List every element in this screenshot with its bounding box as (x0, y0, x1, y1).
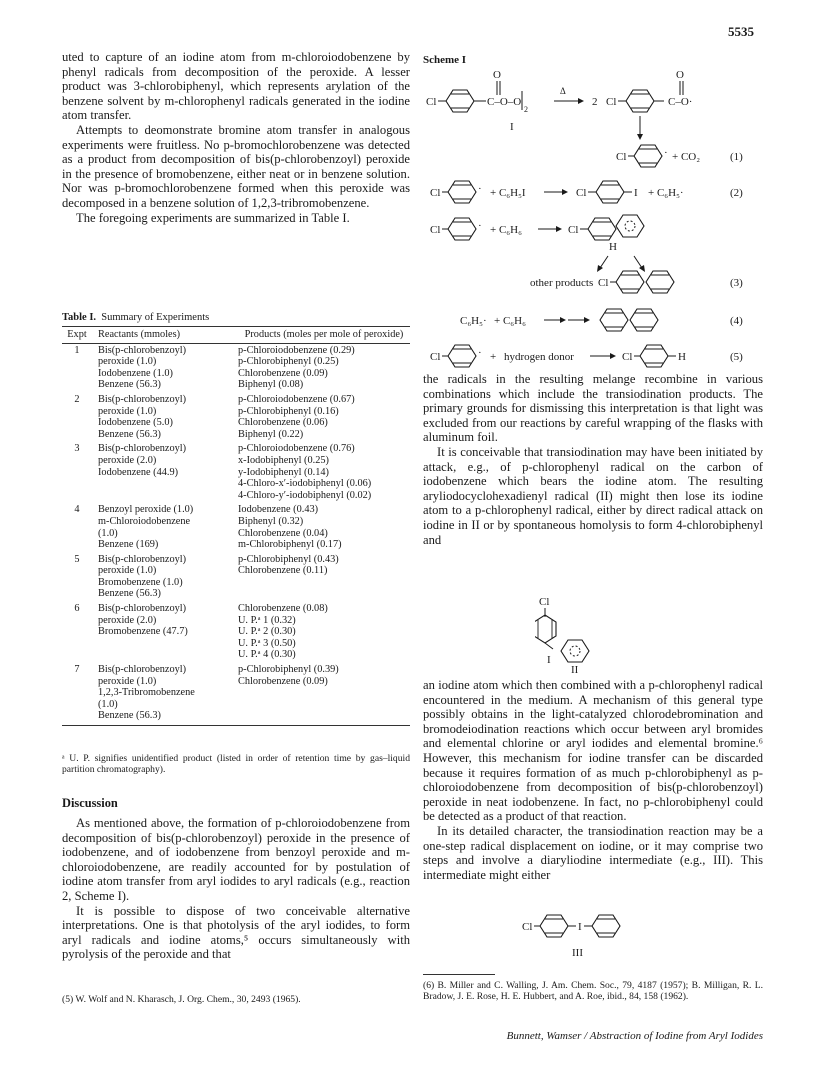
benzene-ring (640, 345, 668, 367)
compound-label-I: I (510, 121, 514, 133)
paragraph: The foregoing experiments are summarized in Table I. (76, 210, 350, 225)
paragraph: It is possible to dispose of two conceivable alternative interpretations. One is that photolysis of the aryl iodides, to form aryl radicals and iodine atoms,⁵ occurs simultaneously with pyrolysis of the peroxide and that (62, 903, 410, 962)
equation-number: (5) (730, 351, 743, 363)
svg-text:+ C₆H₅·: + C₆H₅· (648, 187, 684, 199)
table-caption (62, 312, 209, 323)
svg-text:+ C₆H₆: + C₆H₆ (494, 315, 526, 327)
benzene-ring (616, 271, 644, 293)
benzene-ring (592, 915, 620, 937)
dimer-subscript: 2 (524, 105, 528, 114)
table-title: Summary of Experiments (101, 312, 210, 323)
svg-text:C₆H₅·: C₆H₅· (460, 315, 487, 327)
svg-text:·: · (664, 147, 668, 159)
table-label: Table I. (62, 312, 97, 323)
svg-text:I: I (547, 654, 551, 666)
table-row: 2 Bis(p-chlorobenzoyl) peroxide (1.0) Iodobenzene (5.0) Benzene (56.3) p-Chloroiodobenzene (0.67) p-Chlorobiphenyl (0.16) Chlorobenzene (0.06) Biphenyl (0.22) (74, 393, 355, 440)
benzene-ring (448, 345, 476, 367)
svg-text:Cl: Cl (616, 151, 627, 163)
footnote-rule (423, 974, 495, 975)
svg-text:Cl: Cl (576, 187, 587, 199)
svg-text:Cl: Cl (522, 921, 533, 933)
equation-number: (2) (730, 187, 743, 199)
running-footer: Bunnett, Wamser / Abstraction of Iodine from Aryl Iodides (506, 1030, 763, 1042)
scheme-title: Scheme I (423, 54, 467, 66)
footnote-5: (5) W. Wolf and N. Kharasch, J. Org. Chem., 30, 2493 (1965). (62, 994, 301, 1005)
svg-text:+ C₆H₅I: + C₆H₅I (490, 187, 526, 199)
column-header: Expt (62, 327, 92, 344)
svg-text:·: · (478, 183, 482, 195)
svg-text:Cl: Cl (430, 351, 441, 363)
svg-text:Cl: Cl (430, 187, 441, 199)
discussion-text (62, 816, 410, 962)
footnote-6: (6) B. Miller and C. Walling, J. Am. Chem. Soc., 79, 4187 (1957); B. Milligan, R. L. Bradow, J. E. Rose, H. E. Hubbert, and A. Roe, ibid., 84, 158 (1962). (423, 980, 763, 1002)
column-header: Products (moles per mole of peroxide) (238, 327, 410, 344)
benzene-ring (634, 145, 662, 167)
compound-label-II: II (571, 664, 579, 675)
svg-text:Cl: Cl (568, 224, 579, 236)
svg-text:+: + (490, 351, 497, 363)
svg-text:Cl: Cl (622, 351, 633, 363)
paragraph: Attempts to deomonstrate bromine atom transfer in analogous experiments were fruitless. No p-bromochlorobenzene was detected as a product from decomposition of bis(p-chlorobenzoyl) peroxide in the presence of bromobenzene, either neat or in benzene solution. Nor was p-bromochlorobenzene formed when this peroxide was decomposed in a benzene solution of 1,2,3-tribromobenzene. (62, 122, 410, 210)
chlorine-label: Cl (426, 96, 437, 108)
right-column-text (423, 678, 763, 882)
svg-text:Cl: Cl (606, 96, 617, 108)
carbonyl-oxy-label: C–O–O (487, 96, 522, 108)
hydrogen-donor-label: hydrogen donor (504, 351, 574, 363)
benzene-ring (588, 218, 616, 240)
svg-text:·: · (478, 220, 482, 232)
svg-text:I: I (634, 187, 638, 199)
paragraph: As mentioned above, the formation of p-chloroiodobenzene from decomposition of bis(p-chlorobenzoyl) peroxide in the presence of iodobenzene, and of iodobenzene from benzoyl peroxide and m-chloroiodobenzene, are readily accounted for by postulation of iodine atom transfer from aryl iodides to aryl radicals (e.g., reaction 2, Scheme I). (62, 816, 410, 903)
equation-number: (3) (730, 277, 743, 289)
section-heading: Discussion (62, 796, 118, 810)
benzene-ring (630, 309, 658, 331)
paragraph: the radicals in the resulting melange recombine in various combinations which include the transiodination products. The primary grounds for dismissing this interpretation is that light was excluded from our reactions by careful wrapping of the flasks with aluminum foil. (423, 372, 763, 445)
coefficient: 2 (592, 96, 598, 108)
svg-text:H: H (678, 351, 686, 363)
svg-text:H: H (609, 241, 617, 253)
benzene-ring (448, 218, 476, 240)
heat-symbol: Δ (560, 86, 566, 96)
svg-text:Cl: Cl (539, 596, 550, 608)
paragraph: an iodine atom which then combined with a p-chlorophenyl radical encountered in the medium. A mechanism of this general type possibly obtains in the light-catalyzed chlorodebromination and bromodeiodination reactions which occur between aryl bromides and elemental chlorine or aryl iodides and elemental bromine.⁶ However, this mechanism for iodine transfer can be discarded because it requires formation of as much p-chlorobiphenyl as p-chloroiodobenzene from decomposition of bis(p-chlorobenzoyl) peroxide in neat iodobenzene. In fact, no p-chlorobiphenyl could be detected as a product of that reaction. (423, 678, 763, 824)
compound-label-III: III (572, 947, 583, 959)
scheme-1-diagram (420, 50, 765, 370)
paragraph: It is conceivable that transiodination may have been initiated by attack, e.g., of p-chlorophenyl radical on the carbon of iodobenzene which bears the iodine atom. The resulting aryliodocyclohexadienyl radical (II) might then lose its iodine atom to a p-chlorophenyl radical, either by direct radical attack on iodine in II or by spontaneous homolysis to form 4-chlorobiphenyl and (423, 444, 763, 547)
benzene-ring (446, 90, 474, 112)
cyclohexadienyl-ring (616, 215, 644, 237)
structure-III (520, 912, 650, 962)
acyloxy-radical: C–O· (668, 96, 693, 108)
svg-text:I: I (578, 921, 582, 933)
benzene-ring (540, 915, 568, 937)
svg-text:+ C₆H₆: + C₆H₆ (490, 224, 522, 236)
right-column-text (423, 372, 763, 547)
other-products-label: other products (530, 277, 594, 289)
table-footnote: ᵃ U. P. signifies unidentified product (listed in order of retention time by gas–liquid partition chromatography). (62, 753, 410, 775)
paragraph: uted to capture of an iodine atom from m-chloroiodobenzene by phenyl radicals from decomposition of the peroxide. A lesser product was 3-chlorobiphenyl, which represents arylation of the benzene solvent by m-chlorophenyl radicals generated in the iodine atom transfer. (62, 50, 410, 123)
experiments-table (62, 326, 410, 726)
svg-text:O: O (676, 69, 684, 81)
column-header: Reactants (mmoles) (92, 327, 238, 344)
cyclohexadienyl-ring (561, 640, 589, 662)
svg-text:Cl: Cl (598, 277, 609, 289)
table-row: 4 Benzoyl peroxide (1.0) m-Chloroiodobenzene (1.0) Benzene (169) Iodobenzene (0.43) Biphenyl (0.32) Chlorobenzene (0.04) m-Chlorobiphenyl (0.17) (74, 504, 342, 551)
table-row: 5 Bis(p-chlorobenzoyl) peroxide (1.0) Bromobenzene (1.0) Benzene (56.3) p-Chlorobiphenyl (0.43) Chlorobenzene (0.11) (74, 553, 339, 600)
paragraph: In its detailed character, the transiodination reaction may be a one-step radical displacement on iodine, or it may comprise two steps and involve a diaryliodine intermediate (e.g., III). This intermediate might either (423, 823, 763, 882)
benzene-ring (596, 181, 624, 203)
structure-II (535, 595, 645, 675)
table-row: 6 Bis(p-chlorobenzoyl) peroxide (2.0) Bromobenzene (47.7) Chlorobenzene (0.08) U. P.ᵃ 1 (0.32) U. P.ᵃ 2 (0.30) U. P.ᵃ 3 (0.50) U. P.ᵃ 4 (0.30) (74, 603, 328, 661)
oxygen-label: O (493, 69, 501, 81)
equation-number: (1) (730, 151, 743, 163)
benzene-ring (448, 181, 476, 203)
benzene-ring (646, 271, 674, 293)
benzene-ring (600, 309, 628, 331)
benzene-ring (626, 90, 654, 112)
table-row: 7 Bis(p-chlorobenzoyl) peroxide (1.0) 1,2,3-Tribromobenzene (1.0) Benzene (56.3) p-Chlorobiphenyl (0.39) Chlorobenzene (0.09) (62, 663, 410, 725)
equation-number: (4) (730, 315, 743, 327)
svg-text:·: · (478, 347, 482, 359)
table-row: 3 Bis(p-chlorobenzoyl) peroxide (2.0) Iodobenzene (44.9) p-Chloroiodobenzene (0.76) x-Iodobiphenyl (0.25) y-Iodobiphenyl (0.14) 4-Chloro-x′-iodobiphenyl (0.06) 4-Chloro-y′-iodobiphenyl (0.02) (74, 443, 372, 501)
svg-text:Cl: Cl (430, 224, 441, 236)
co2: + CO₂ (672, 151, 701, 163)
table-row: 1 Bis(p-chlorobenzoyl) peroxide (1.0) Iodobenzene (1.0) Benzene (56.3) p-Chloroiodobenzene (0.29) p-Chlorobiphenyl (0.25) Chlorobenzene (0.09) Biphenyl (0.08) (74, 344, 355, 391)
left-column-text (62, 50, 410, 225)
page-number: 5535 (728, 24, 754, 39)
